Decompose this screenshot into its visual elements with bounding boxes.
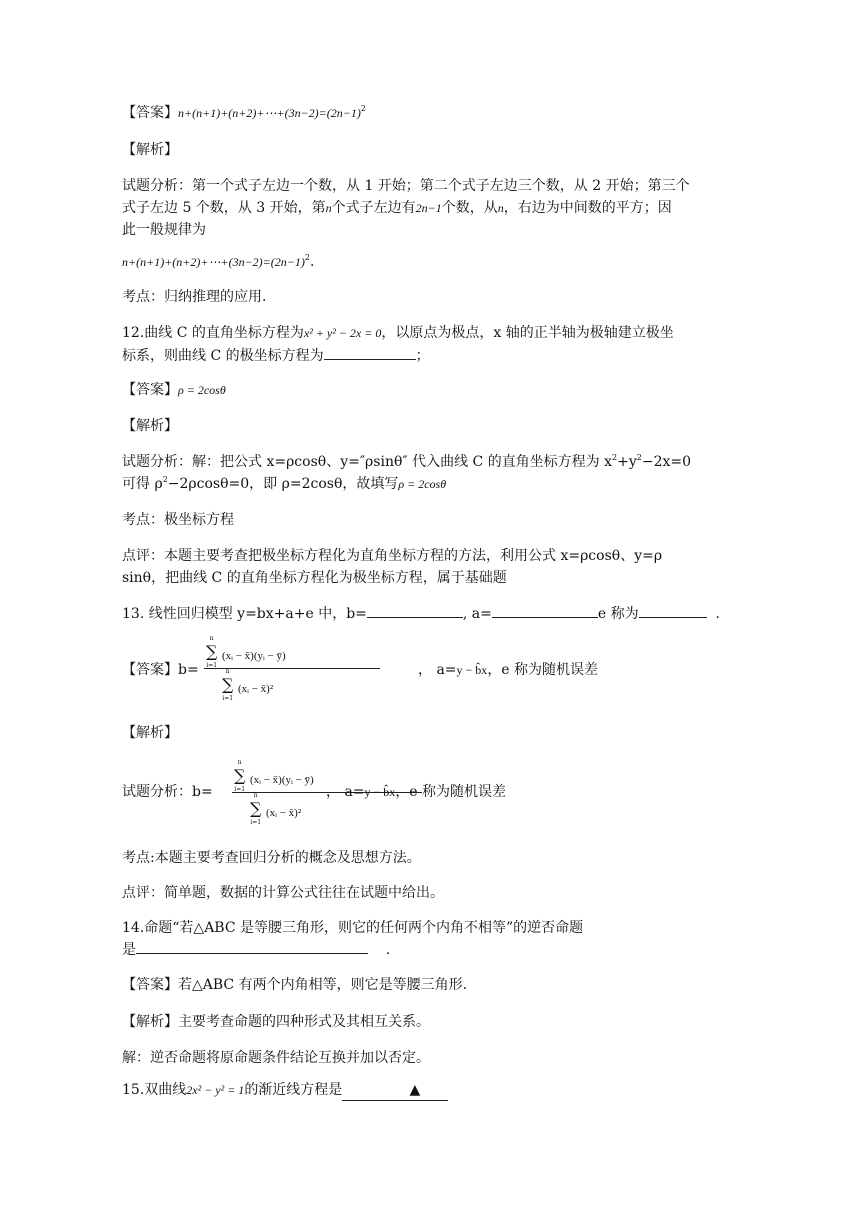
answer-label: 【答案】: [122, 105, 178, 121]
q13-dianping: 点评：简单题，数据的计算公式往往在试题中给出。: [122, 885, 444, 901]
q14-stem-line2: 是 .: [122, 939, 390, 960]
b-blank[interactable]: [367, 603, 463, 618]
q11-answer: [122, 103, 366, 123]
q14-analysis: 【解析】主要考查命题的四种形式及其相互关系。: [122, 1014, 430, 1030]
document-page: 【答案】$n+(n+1)+(n+2)+\cdots+(3n-2)=(2n-1)^2$ 【解析】 试题分析：第一个式子左边一个数，从 1 开始；第二个式子左边三个数，从 2 开始；第三个 式子左边 5 个数，从 3 开始，第n个式子左边有2n−1个数，从n，右边为中间数的平方；因 此一般规律为 $n+(n+1)+(n+2)+\cdots+(3n-2)=(2n-1)^2$. 考点：归纳推理的应用. 12.曲线 C 的直角坐标方程为x² + y² − 2x = 0，以原点为极点，x 轴的正半轴为极轴建立极坐 标系，则曲线 C 的极坐标方程为 ； 【答案】ρ = 2cosθ 【解析】 试题分析：解：把公式 x=ρcosθ、y=″ρsinθ″ 代入曲线 C 的直角坐标方程为 $x^2+y^2-2x=0$ 可得 $\rho^2-2\rho\cos\theta=0$，即 ρ=2cosθ，故填写ρ = 2cosθ 考点：极坐标方程 点评：本题主要考查把极坐标方程化为直角坐标方程的方法，利用公式 x=ρcosθ、y=ρ sinθ，把曲线 C 的直角坐标方程化为极坐标方程，属于基础题 13. 线性回归模型 y=bx+a+e 中，b= , a= e 称为 . 【答案】b= n ∑ i=1 (xᵢ − x̄)(yᵢ − ȳ) n ∑ i=1 (xᵢ − x̄)² ， a=y − b̂x，e 称为随机误差 【解析】 试题分析：b= n ∑ i=1 (xᵢ − x̄)(yᵢ − ȳ) n ∑ i=1 (xᵢ − x̄)² ， a=y − b̂x，e 称为随机误差 考点:本题主要考查回归分析的概念及思想方法。 点评：简单题，数据的计算公式往往在试题中给出。 14.命题“若△ABC 是等腰三角形，则它的任何两个内角不相等”的逆否命题 是 . 【答案】若△ABC 有两个内角相等，则它是等腰三角形. 【解析】主要考查命题的四种形式及其相互关系。 解：逆否命题将原命题条件结论互换并加以否定。 15.双曲线2x² − y² = 1的渐近线方程是 ▲: [0, 0, 865, 1224]
q11-analysis-line1: 试题分析：第一个式子左边一个数，从 1 开始；第二个式子左边三个数，从 2 开始；第三个: [122, 178, 690, 194]
q14-answer: 【答案】若△ABC 有两个内角相等，则它是等腰三角形.: [122, 977, 468, 993]
q12-kaodian: 考点：极坐标方程: [122, 512, 234, 528]
answer-blank[interactable]: [136, 939, 368, 954]
q13-stem: 13. 线性回归模型 y=bx+a+e 中，b= , a= e 称为 .: [122, 603, 720, 624]
analysis-fraction: n ∑ i=1 (xᵢ − x̄)(yᵢ − ȳ) n ∑ i=1 (xᵢ − x̄)²: [232, 760, 422, 825]
answer-formula: n+(n+1)+(n+2)+⋯+(3n−2)=(2n−1): [178, 106, 361, 120]
q11-analysis-line2: 式子左边 5 个数，从 3 开始，第n个式子左边有2n−1个数，从n，右边为中间数的平方；因: [122, 200, 672, 216]
q12-dianping-line1: 点评：本题主要考查把极坐标方程化为直角坐标方程的方法，利用公式 x=ρcosθ、y=ρ: [122, 548, 663, 564]
sigma-symbol: ∑: [206, 642, 218, 661]
q14-solution: 解：逆否命题将原命题条件结论互换并加以否定。: [122, 1050, 430, 1066]
q11-analysis-label: 【解析】: [122, 142, 178, 158]
answer-blank[interactable]: [342, 1080, 448, 1101]
q12-dianping-line2: sinθ，把曲线 C 的直角坐标方程化为极坐标方程，属于基础题: [122, 570, 507, 586]
a-blank[interactable]: [492, 603, 598, 618]
q12-answer: 【答案】ρ = 2cosθ: [122, 382, 226, 398]
q15-stem: 15.双曲线2x² − y² = 1的渐近线方程是 ▲: [122, 1080, 448, 1101]
answer-exponent: 2: [360, 104, 366, 113]
e-blank[interactable]: [639, 603, 707, 618]
q12-stem-line1: 12.曲线 C 的直角坐标方程为x² + y² − 2x = 0，以原点为极点，x 轴的正半轴为极轴建立极坐: [122, 325, 674, 341]
q13-analysis-label: 【解析】: [122, 725, 178, 741]
triangle-icon: ▲: [409, 1082, 421, 1098]
q12-analysis-label: 【解析】: [122, 418, 178, 434]
q12-stem-line2: 标系，则曲线 C 的极坐标方程为 ；: [122, 345, 430, 366]
q11-kaodian: 考点：归纳推理的应用.: [122, 289, 267, 305]
answer-blank[interactable]: [324, 345, 416, 360]
regression-fraction: n ∑ i=1 (xᵢ − x̄)(yᵢ − ȳ) n ∑ i=1 (xᵢ − x̄)²: [204, 636, 380, 701]
q12-analysis-line2: 可得 $\rho^2-2\rho\cos\theta=0$，即 ρ=2cosθ，故填写ρ = 2cosθ: [122, 475, 447, 492]
q11-analysis-line3: 此一般规律为: [122, 222, 206, 238]
q13-kaodian: 考点:本题主要考查回归分析的概念及思想方法。: [122, 850, 421, 866]
q11-analysis-formula: $n+(n+1)+(n+2)+\cdots+(3n-2)=(2n-1)^2$.: [122, 253, 315, 270]
q12-analysis-line1: 试题分析：解：把公式 x=ρcosθ、y=″ρsinθ″ 代入曲线 C 的直角坐标方程为 $x^2+y^2-2x=0$: [122, 453, 692, 470]
q14-stem-line1: 14.命题“若△ABC 是等腰三角形，则它的任何两个内角不相等”的逆否命题: [122, 920, 584, 936]
